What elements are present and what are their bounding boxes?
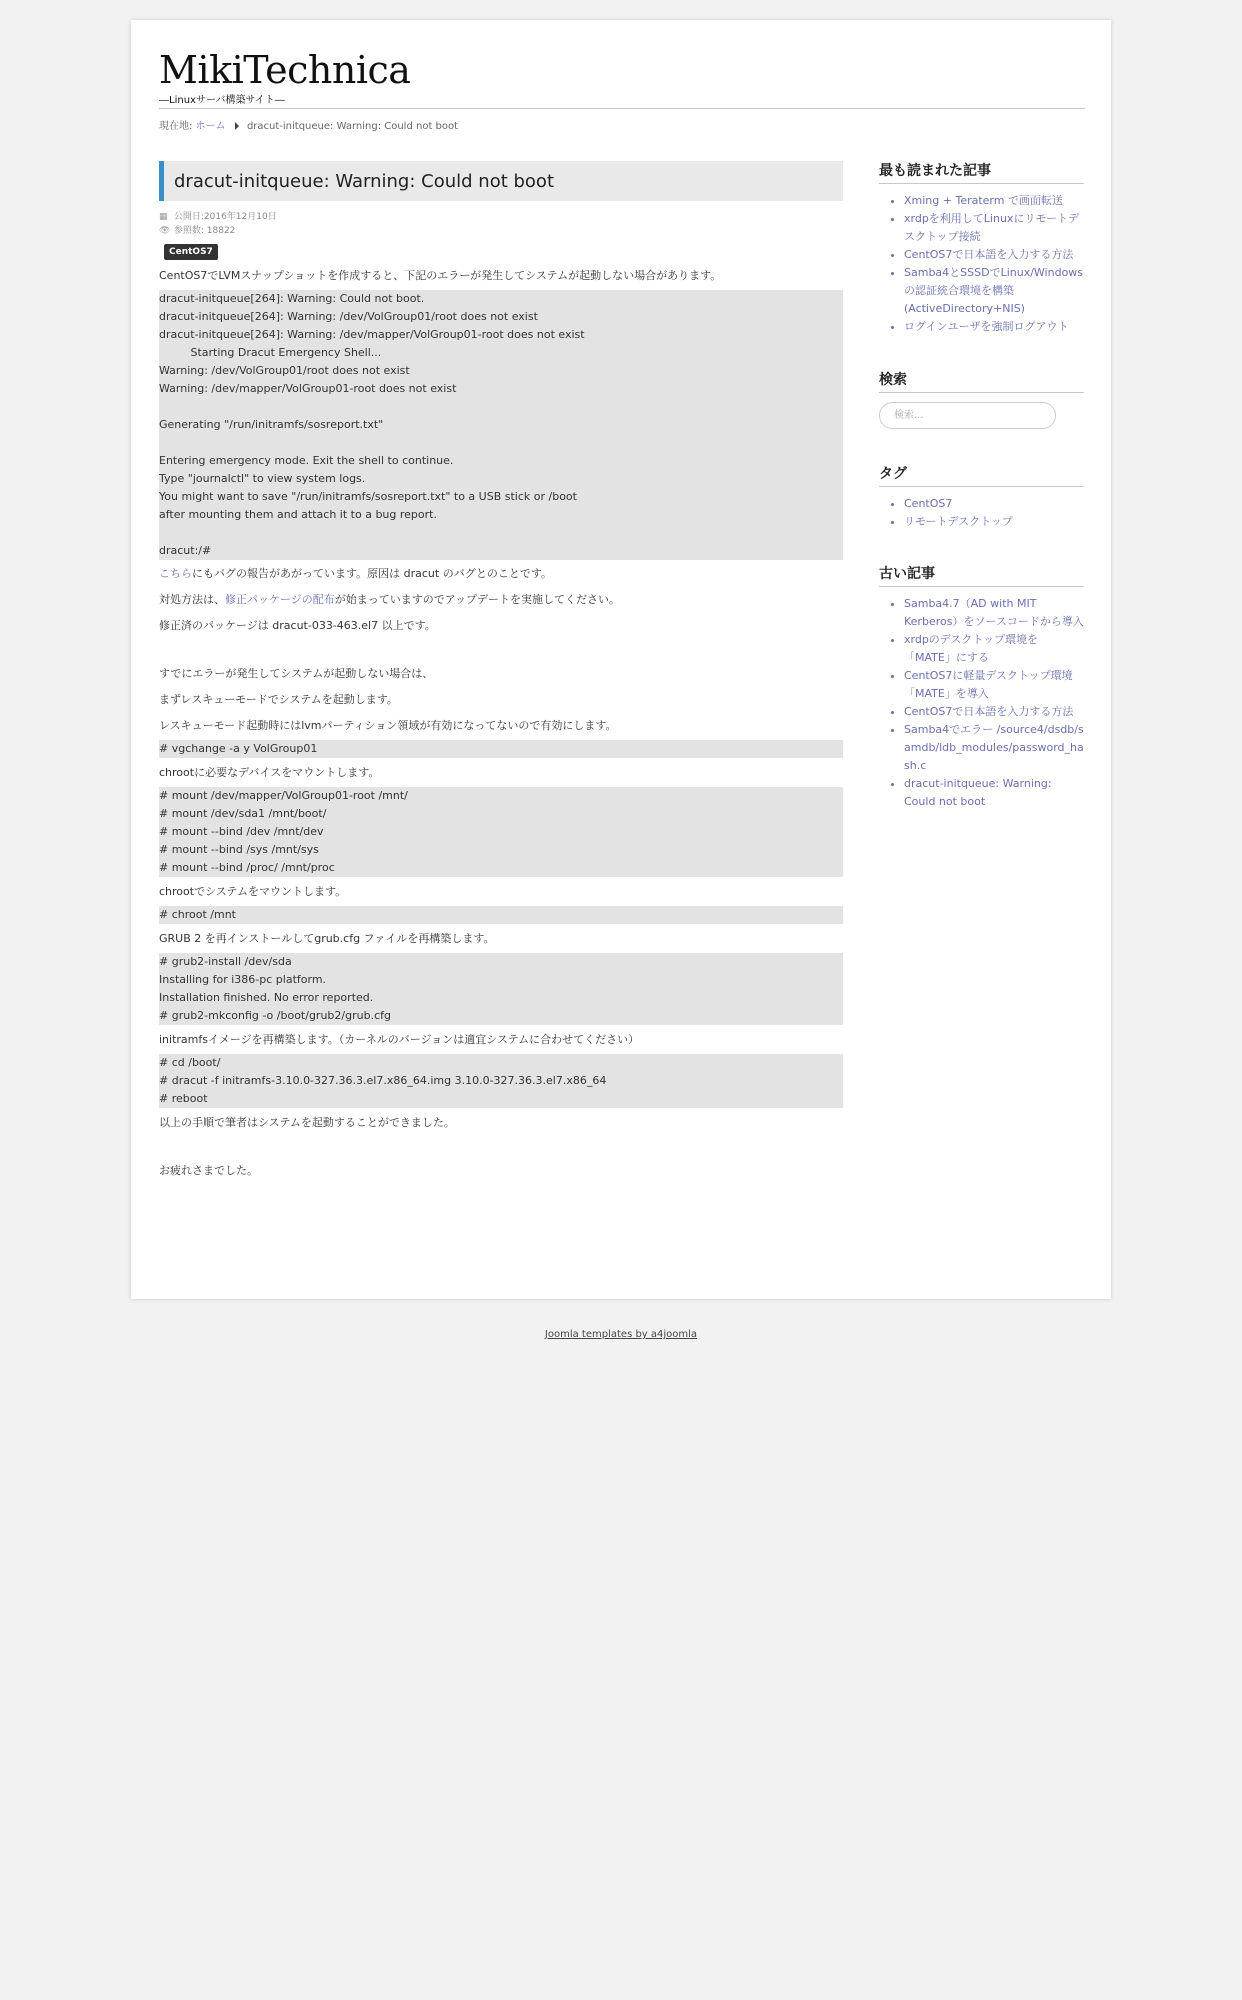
published-date-text: 公開日:2016年12月10日 (173, 212, 277, 222)
list-item (904, 513, 1084, 531)
vgchange-code-block: # vgchange -a y VolGroup01 (159, 740, 843, 758)
popular-article-link[interactable]: xrdpを利用してLinuxにリモートデスクトップ接続 (904, 212, 1080, 243)
breadcrumb-separator-icon (235, 122, 239, 130)
list-item (904, 192, 1084, 210)
error-output-block: dracut-initqueue[264]: Warning: Could not boot. dracut-initqueue[264]: Warning: /dev/VolGroup01/root does not exist dracut-initqueue[264]: Warning: /dev/mapper/VolGroup01-root does not exist Starting Dracut Emergency Shell... Warning: /dev/VolGroup01/root does not exist Warning: /dev/mapper/VolGroup01-root does not exist Generating "/run/initramfs/sosreport.txt" Entering emergency mode. Exit the shell to continue. Type "journalctl" to view system logs. You might want to save "/run/initramfs/sosreport.txt" to a USB stick or /boot after mounting them and attach it to a bug report. dracut:/# (159, 290, 843, 560)
eye-icon: 👁 (159, 226, 171, 236)
search-widget (879, 370, 1084, 429)
bug-report-paragraph (159, 567, 843, 581)
popular-articles-heading: 最も読まれた記事 (879, 161, 1084, 184)
list-item (904, 775, 1084, 811)
list-item (904, 246, 1084, 264)
chroot-paragraph: chrootでシステムをマウントします。 (159, 885, 347, 898)
list-item (904, 703, 1084, 721)
bug-report-text: にもバグの報告があがっています。原因は dracut のバグとのことです。 (192, 567, 553, 580)
closing-paragraph: お疲れさまでした。 (159, 1164, 258, 1177)
popular-article-link[interactable]: ログインユーザを強制ログアウト (904, 320, 1069, 333)
popular-article-link[interactable]: Samba4とSSSDでLinux/Windowsの認証統合環境を構築(ActiveDirectory+NIS) (904, 266, 1084, 315)
breadcrumb (159, 117, 458, 132)
grub-code-block: # grub2-install /dev/sda Installing for i386-pc platform. Installation finished. No error reported. # grub2-mkconfig -o /boot/grub2/grub.cfg (159, 953, 843, 1025)
footer (0, 1329, 1242, 1340)
list-item (904, 210, 1084, 246)
article-meta (159, 210, 843, 238)
tags-widget (879, 464, 1084, 531)
article-title-bar (159, 161, 843, 201)
list-item (904, 667, 1084, 703)
breadcrumb-current: dracut-initqueue: Warning: Could not boot (246, 121, 459, 132)
search-heading: 検索 (879, 370, 1084, 393)
done-paragraph: 以上の手順で筆者はシステムを起動することができました。 (159, 1116, 455, 1129)
list-item (904, 264, 1084, 318)
fixed-package-paragraph: 修正済のパッケージは dracut-033-463.el7 以上です。 (159, 619, 436, 632)
list-item (904, 595, 1084, 631)
list-item (904, 721, 1084, 775)
if-not-boot-paragraph: すでにエラーが発生してシステムが起動しない場合は、 (159, 667, 434, 680)
tag-badge[interactable]: CentOS7 (164, 244, 218, 260)
old-article-link[interactable]: CentOS7で日本語を入力する方法 (904, 705, 1074, 718)
old-articles-widget (879, 564, 1084, 811)
site-title[interactable]: MikiTechnica (159, 48, 411, 92)
list-item (904, 318, 1084, 336)
list-item (904, 631, 1084, 667)
tag-link-remote-desktop[interactable]: リモートデスクトップ (904, 515, 1013, 528)
chroot-code-block: # chroot /mnt (159, 906, 843, 924)
view-count-text: 参照数: 18822 (173, 226, 236, 236)
view-count (159, 224, 843, 238)
sidebar (879, 161, 1084, 811)
site-header (159, 46, 1085, 109)
old-article-link[interactable]: dracut-initqueue: Warning: Could not boot (904, 777, 1052, 808)
breadcrumb-label: 現在地: (159, 121, 193, 132)
tag-link-centos7[interactable]: CentOS7 (904, 497, 953, 510)
old-article-link[interactable]: Samba4でエラー /source4/dsdb/samdb/ldb_modules/password_hash.c (904, 723, 1084, 772)
initramfs-paragraph: initramfsイメージを再構築します。（カーネルのバージョンは適宜システムに合わせてください） (159, 1033, 640, 1046)
calendar-icon: ▦ (159, 212, 168, 222)
fix-text-rest: が始まっていますのでアップデートを実施してください。 (334, 593, 621, 606)
popular-articles-list (879, 192, 1084, 336)
list-item (904, 495, 1084, 513)
fix-paragraph (159, 593, 843, 607)
footer-link[interactable]: Joomla templates by a4joomla (544, 1329, 698, 1340)
intro-paragraph: CentOS7でLVMスナップショットを作成すると、下記のエラーが発生してシステムが起動しない場合があります。 (159, 269, 722, 282)
article (159, 161, 843, 1178)
breadcrumb-home-link[interactable]: ホーム (195, 121, 226, 132)
article-title: dracut-initqueue: Warning: Could not boot (174, 171, 554, 192)
tags-heading: タグ (879, 464, 1084, 487)
old-articles-list (879, 595, 1084, 811)
page-container (131, 20, 1111, 1299)
old-article-link[interactable]: Samba4.7（AD with MIT Kerberos）をソースコードから導入 (904, 597, 1084, 628)
site-tagline: ―Linuxサーバ構築サイト― (159, 91, 1085, 109)
popular-article-link[interactable]: Xming + Teraterm で画面転送 (904, 194, 1063, 207)
bug-report-link[interactable]: こちら (159, 567, 192, 580)
search-input[interactable] (879, 402, 1056, 429)
old-articles-heading: 古い記事 (879, 564, 1084, 587)
dracut-code-block: # cd /boot/ # dracut -f initramfs-3.10.0-327.36.3.el7.x86_64.img 3.10.0-327.36.3.el7.x86_64 # reboot (159, 1054, 843, 1108)
rescue-paragraph: まずレスキューモードでシステムを起動します。 (159, 693, 398, 706)
tags-list (879, 495, 1084, 531)
mount-code-block: # mount /dev/mapper/VolGroup01-root /mnt/ # mount /dev/sda1 /mnt/boot/ # mount --bind /dev /mnt/dev # mount --bind /sys /mnt/sys # mount --bind /proc/ /mnt/proc (159, 787, 843, 877)
popular-articles-widget (879, 161, 1084, 336)
popular-article-link[interactable]: CentOS7で日本語を入力する方法 (904, 248, 1074, 261)
published-date (159, 210, 843, 224)
old-article-link[interactable]: xrdpのデスクトップ環境を「MATE」にする (904, 633, 1039, 664)
mount-devices-paragraph: chrootに必要なデバイスをマウントします。 (159, 766, 380, 779)
lvm-paragraph: レスキューモード起動時にはlvmパーティション領域が有効になってないので有効にします。 (159, 719, 617, 732)
old-article-link[interactable]: CentOS7に軽量デスクトップ環境「MATE」を導入 (904, 669, 1073, 700)
fix-text-pre: 対処方法は、 (159, 593, 225, 606)
grub-paragraph: GRUB 2 を再インストールしてgrub.cfg ファイルを再構築します。 (159, 932, 495, 945)
fix-package-link[interactable]: 修正パッケージの配布 (225, 593, 335, 606)
